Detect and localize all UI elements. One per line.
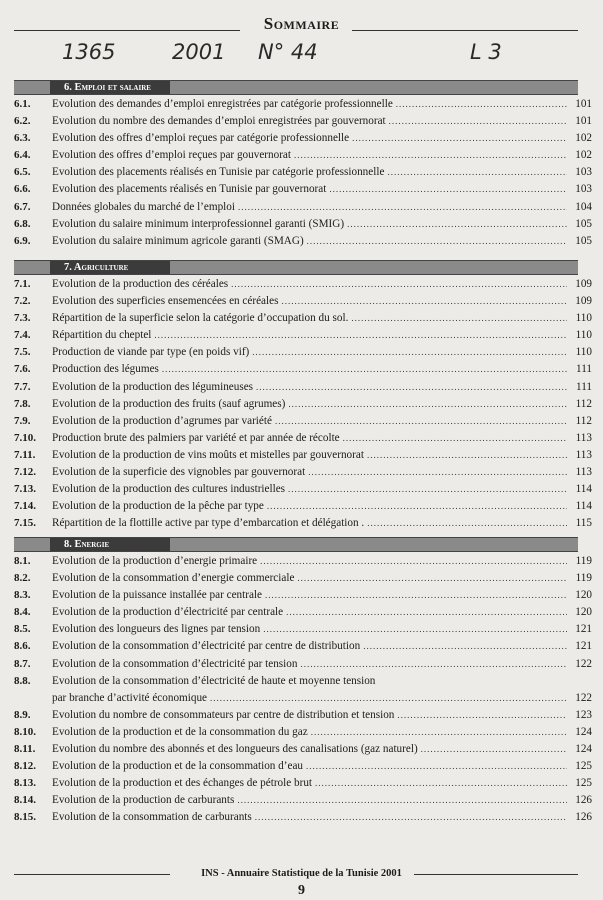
entry-number: 6.9. (14, 234, 31, 247)
leader-dots (421, 741, 567, 758)
entry-title: Evolution des offres d’emploi reçues par gouvernorat (52, 149, 292, 162)
entry-page: 102 (575, 132, 592, 145)
leader-dots (307, 233, 567, 250)
leader-dots (255, 809, 567, 826)
entry-page: 101 (575, 98, 592, 110)
entry-title: Evolution du nombre des abonnés et des longueurs des canalisations (gaz naturel) (52, 742, 418, 755)
section-title: 8. Energie (64, 539, 110, 550)
entry-page: 121 (575, 640, 592, 653)
entry-number: 8.4. (14, 606, 31, 619)
entry-number: 8.1. (14, 555, 31, 567)
section-title: 6. Emploi et salaire (64, 82, 151, 93)
leader-dots (162, 361, 567, 378)
entry-title: Evolution des longueurs des lignes par tension (52, 623, 261, 636)
entry-number: 7.4. (14, 329, 31, 342)
leader-dots (308, 464, 567, 481)
entry-title: Evolution de la consommation de carburants (52, 811, 252, 824)
toc-entry[interactable] (14, 587, 592, 604)
leader-dots (352, 130, 567, 147)
toc-entry[interactable] (14, 344, 592, 361)
entry-title: Evolution de la production d’energie primaire (52, 555, 258, 567)
leader-dots (300, 656, 567, 673)
entry-title: Evolution de la production et de la consommation d’eau (52, 759, 304, 772)
leader-dots (389, 113, 567, 130)
entry-page: 120 (575, 589, 592, 602)
entry-title: Evolution du nombre des demandes d’emploi enregistrées par gouvernorat (52, 115, 386, 128)
toc-entry[interactable] (14, 673, 592, 707)
entry-page: 101 (575, 115, 592, 128)
toc-entry[interactable] (14, 199, 592, 216)
toc-entry[interactable] (14, 481, 592, 498)
entry-number: 7.15. (14, 517, 36, 530)
entry-page: 120 (575, 606, 592, 619)
entry-title: Evolution des superficies ensemencées en céréales (52, 295, 279, 308)
leader-dots (288, 396, 567, 413)
section-list-energie (14, 553, 592, 826)
section-list-agriculture (14, 276, 592, 532)
entry-page: 126 (575, 794, 592, 807)
entry-title-continued: par branche d’activité économique (52, 691, 207, 704)
toc-entry[interactable] (14, 792, 592, 809)
entry-number: 8.7. (14, 657, 31, 670)
leader-dots (396, 96, 567, 113)
entry-page: 125 (575, 759, 592, 772)
entry-page: 109 (575, 278, 592, 290)
entry-number: 6.1. (14, 98, 31, 110)
leader-dots (306, 758, 567, 775)
entry-title: Evolution de la production des céréales (52, 278, 229, 290)
entry-page: 121 (575, 623, 592, 636)
entry-page: 105 (575, 217, 592, 230)
entry-title: Evolution de la production d’électricité par centrale (52, 606, 284, 619)
toc-entry[interactable] (14, 164, 592, 181)
entry-number: 8.5. (14, 623, 31, 636)
entry-title: Evolution des demandes d’emploi enregistrées par catégorie professionnelle (52, 98, 393, 110)
toc-entry[interactable] (14, 430, 592, 447)
entry-number: 8.8. (14, 674, 31, 687)
entry-number: 6.6. (14, 183, 31, 196)
entry-title: Evolution de la production des fruits (sauf agrumes) (52, 397, 286, 410)
entry-page: 111 (576, 380, 592, 393)
entry-title: Production de viande par type (en poids vif) (52, 346, 250, 359)
leader-dots (351, 310, 567, 327)
entry-title: Evolution de la production d’agrumes par variété (52, 414, 272, 427)
entry-page: 103 (575, 166, 592, 179)
entry-page: 113 (575, 448, 592, 461)
entry-page: 110 (575, 329, 592, 342)
toc-entry[interactable] (14, 96, 592, 113)
entry-number: 7.5. (14, 346, 31, 359)
entry-number: 6.8. (14, 217, 31, 230)
toc-entry[interactable] (14, 638, 592, 655)
entry-title: Evolution de la production et des échanges de pétrole brut (52, 777, 313, 790)
section-header-emploi (14, 80, 578, 95)
entry-title: Evolution de la superficie des vignobles par gouvernorat (52, 466, 306, 479)
entry-number: 7.6. (14, 363, 31, 376)
entry-title: Production des légumes (52, 363, 159, 376)
entry-page: 102 (575, 149, 592, 162)
leader-dots (387, 164, 567, 181)
entry-page: 122 (575, 691, 592, 704)
entry-page: 103 (575, 183, 592, 196)
entry-number: 8.11. (14, 742, 36, 755)
toc-entry[interactable] (14, 413, 592, 430)
page-title: Sommaire (263, 14, 340, 33)
page-number: 9 (298, 883, 305, 898)
handwritten-note: 1365 (62, 40, 116, 64)
leader-dots (294, 147, 567, 164)
toc-entry[interactable] (14, 498, 592, 515)
entry-title: Répartition du cheptel (52, 329, 152, 342)
entry-title: Evolution de la production de la pêche par type (52, 500, 264, 513)
handwritten-note: N° 44 (258, 40, 318, 64)
entry-title: Evolution des offres d’emploi reçues par catégorie professionnelle (52, 132, 350, 145)
entry-number: 7.9. (14, 414, 31, 427)
entry-page: 126 (575, 811, 592, 824)
entry-number: 8.12. (14, 759, 36, 772)
entry-title: Evolution de la production de vins moûts et mistelles par gouvernorat (52, 448, 364, 461)
leader-dots (329, 181, 567, 198)
section-header-energie (14, 537, 578, 552)
leader-dots (315, 775, 567, 792)
toc-entry[interactable] (14, 130, 592, 147)
handwritten-note: L 3 (470, 40, 502, 64)
entry-page: 110 (575, 312, 592, 325)
toc-entry[interactable] (14, 656, 592, 673)
entry-number: 8.15. (14, 811, 36, 824)
leader-dots (297, 570, 567, 587)
toc-entry[interactable] (14, 276, 592, 293)
entry-number: 6.7. (14, 200, 31, 213)
leader-dots (397, 707, 567, 724)
entry-page: 110 (575, 346, 592, 359)
entry-title: Evolution de la consommation d’électricité par centre de distribution (52, 640, 361, 653)
section-title: 7. Agriculture (64, 262, 129, 273)
entry-number: 7.13. (14, 483, 36, 496)
entry-page: 123 (575, 708, 592, 721)
toc-entry[interactable] (14, 570, 592, 587)
toc-entry[interactable] (14, 181, 592, 198)
title-rule-right (352, 30, 578, 31)
toc-entry[interactable] (14, 379, 592, 396)
toc-entry[interactable] (14, 707, 592, 724)
toc-entry[interactable] (14, 361, 592, 378)
leader-dots (363, 638, 567, 655)
entry-page: 125 (575, 777, 592, 790)
toc-entry[interactable] (14, 724, 592, 741)
leader-dots (154, 327, 567, 344)
toc-entry[interactable] (14, 147, 592, 164)
entry-number: 8.9. (14, 708, 31, 721)
leader-dots (237, 792, 567, 809)
entry-page: 111 (576, 363, 592, 376)
section-list-emploi (14, 96, 592, 250)
entry-page: 114 (575, 483, 592, 496)
entry-title: Evolution de la production des légumineuses (52, 380, 254, 393)
leader-dots (238, 199, 567, 216)
entry-number: 7.3. (14, 312, 31, 325)
entry-title: Evolution des placements réalisés en Tunisie par catégorie professionnelle (52, 166, 385, 179)
toc-entry[interactable] (14, 327, 592, 344)
leader-dots (267, 498, 567, 515)
entry-number: 7.2. (14, 295, 31, 308)
toc-entry[interactable] (14, 233, 592, 250)
toc-entry[interactable] (14, 113, 592, 130)
toc-entry[interactable] (14, 553, 592, 570)
entry-number: 7.11. (14, 448, 36, 461)
leader-dots (265, 587, 567, 604)
entry-title: Evolution de la consommation d’électricité par tension (52, 657, 298, 670)
entry-page: 114 (575, 500, 592, 513)
entry-page: 124 (575, 742, 592, 755)
leader-dots (367, 515, 567, 532)
entry-title: Evolution du salaire minimum interprofessionnel garanti (SMIG) (52, 217, 345, 230)
entry-page: 122 (575, 657, 592, 670)
leader-dots (210, 690, 567, 707)
section-header-agriculture (14, 260, 578, 275)
toc-entry[interactable] (14, 775, 592, 792)
leader-dots (367, 447, 567, 464)
entry-number: 6.3. (14, 132, 31, 145)
leader-dots (343, 430, 567, 447)
entry-title: Evolution de la consommation d’energie commerciale (52, 572, 295, 585)
entry-number: 8.3. (14, 589, 31, 602)
entry-page: 112 (575, 414, 592, 427)
entry-number: 7.7. (14, 380, 31, 393)
toc-entry[interactable] (14, 621, 592, 638)
entry-page: 119 (575, 572, 592, 585)
entry-number: 7.10. (14, 431, 36, 444)
entry-number: 8.14. (14, 794, 36, 807)
entry-number: 6.4. (14, 149, 31, 162)
leader-dots (263, 621, 567, 638)
toc-entry[interactable] (14, 293, 592, 310)
entry-page: 109 (575, 295, 592, 308)
toc-entry[interactable] (14, 758, 592, 775)
toc-entry[interactable] (14, 604, 592, 621)
entry-number: 8.10. (14, 725, 36, 738)
toc-entry[interactable] (14, 464, 592, 481)
leader-dots (256, 379, 567, 396)
entry-page: 104 (575, 200, 592, 213)
leader-dots (231, 276, 567, 293)
entry-number: 7.12. (14, 466, 36, 479)
handwritten-note: 2001 (172, 40, 226, 64)
entry-number: 7.14. (14, 500, 36, 513)
entry-title: Répartition de la flottille active par type d’embarcation et délégation . (52, 517, 365, 530)
toc-entry[interactable] (14, 447, 592, 464)
entry-title: Evolution de la puissance installée par centrale (52, 589, 262, 602)
entry-title: Données globales du marché de l’emploi (52, 200, 235, 213)
entry-page: 112 (575, 397, 592, 410)
entry-title: Evolution du nombre de consommateurs par centre de distribution et tension (52, 708, 395, 721)
entry-title: Evolution de la production et de la consommation du gaz (52, 725, 308, 738)
footer-rule-right (414, 874, 578, 875)
entry-number: 7.1. (14, 278, 31, 290)
toc-entry[interactable] (14, 396, 592, 413)
entry-page: 124 (575, 725, 592, 738)
entry-page: 113 (575, 431, 592, 444)
entry-title: Evolution de la production des cultures industrielles (52, 483, 286, 496)
leader-dots (286, 604, 567, 621)
entry-page: 119 (575, 555, 592, 567)
entry-number: 8.2. (14, 572, 31, 585)
entry-page: 105 (575, 234, 592, 247)
entry-title: Evolution de la production de carburants (52, 794, 235, 807)
toc-entry[interactable] (14, 809, 592, 826)
leader-dots (260, 553, 567, 570)
entry-number: 6.5. (14, 166, 31, 179)
toc-entry[interactable] (14, 310, 592, 327)
toc-entry[interactable] (14, 216, 592, 233)
leader-dots (281, 293, 567, 310)
leader-dots (347, 216, 567, 233)
toc-entry[interactable] (14, 741, 592, 758)
footer-text: INS - Annuaire Statistique de la Tunisie 2001 (201, 868, 402, 879)
leader-dots (288, 481, 567, 498)
entry-title: Répartition de la superficie selon la catégorie d’occupation du sol. (52, 312, 349, 325)
entry-title: Evolution du salaire minimum agricole garanti (SMAG) (52, 234, 304, 247)
entry-number: 6.2. (14, 115, 31, 128)
leader-dots (275, 413, 567, 430)
entry-number: 8.13. (14, 777, 36, 790)
leader-dots (252, 344, 567, 361)
entry-number: 8.6. (14, 640, 31, 653)
entry-page: 115 (575, 517, 592, 530)
entry-number: 7.8. (14, 397, 31, 410)
entry-page: 113 (575, 466, 592, 479)
leader-dots (311, 724, 567, 741)
entry-title: Evolution de la consommation d’électricité de haute et moyenne tension (52, 674, 376, 687)
entry-title: Production brute des palmiers par variété et par année de récolte (52, 431, 340, 444)
entry-title: Evolution des placements réalisés en Tunisie par gouvernorat (52, 183, 327, 196)
toc-entry[interactable] (14, 515, 592, 532)
